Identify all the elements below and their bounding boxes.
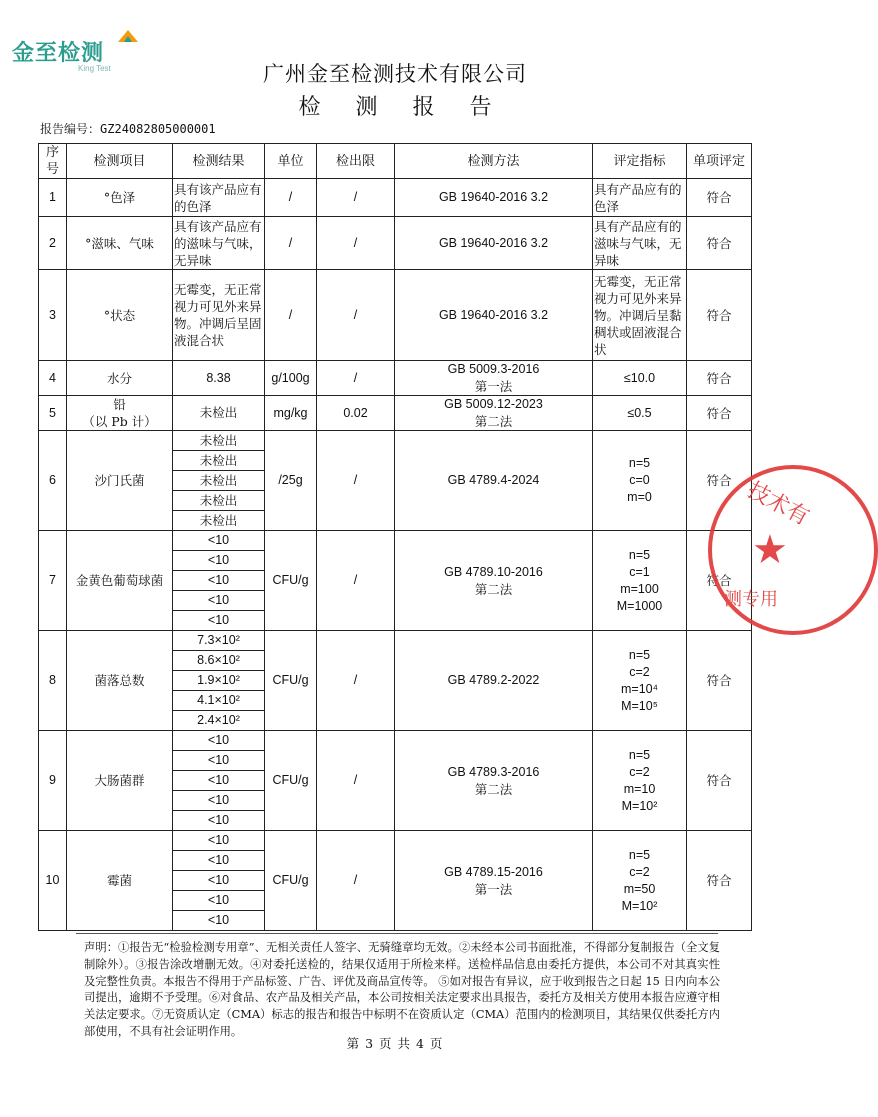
method-standard: GB 4789.2-2022 xyxy=(447,673,540,687)
evaluation-criterion: 具有产品应有的色泽 xyxy=(593,179,687,217)
test-method xyxy=(395,396,593,431)
unit: /25g xyxy=(265,431,317,531)
test-result: 未检出 xyxy=(173,491,265,511)
cell-line: n=5 xyxy=(628,647,651,662)
test-result: 未检出 xyxy=(173,431,265,451)
report-title: 检 测 报 告 xyxy=(298,95,506,120)
method-standard: GB 19640-2016 3.2 xyxy=(438,235,549,250)
table-row xyxy=(39,396,752,431)
seal-text-bottom: 测专用 xyxy=(724,589,778,610)
header-row xyxy=(39,144,752,179)
method-variant: 第一法 xyxy=(474,379,513,394)
method-standard: GB 19640-2016 3.2 xyxy=(438,190,549,204)
cell-line: m=50 xyxy=(623,881,656,896)
table-row xyxy=(39,731,752,751)
test-result: <10 xyxy=(173,791,265,811)
test-result: <10 xyxy=(173,851,265,871)
table-row xyxy=(39,270,752,361)
verdict: 符合 xyxy=(687,270,752,361)
verdict: 符合 xyxy=(687,361,752,396)
row-number: 7 xyxy=(39,531,67,631)
method-standard: GB 4789.3-2016 xyxy=(447,764,540,779)
detection-limit: / xyxy=(317,431,395,531)
header-cell: 评定指标 xyxy=(593,144,687,179)
method-standard: GB 19640-2016 3.2 xyxy=(438,307,549,322)
test-result: <10 xyxy=(173,731,265,751)
test-result: <10 xyxy=(173,551,265,571)
row-number: 8 xyxy=(39,631,67,731)
cell-line: c=0 xyxy=(629,473,650,487)
test-method xyxy=(395,831,593,931)
test-item: 霉菌 xyxy=(67,831,173,931)
test-method xyxy=(395,217,593,270)
test-result: 2.4×10² xyxy=(173,711,265,731)
row-number: 9 xyxy=(39,731,67,831)
test-item-name: 铅 xyxy=(113,397,126,412)
report-number-value: GZ24082805000001 xyxy=(100,122,216,136)
test-item xyxy=(67,217,173,270)
unit: CFU/g xyxy=(265,531,317,631)
verdict: 符合 xyxy=(687,731,752,831)
test-result: <10 xyxy=(173,871,265,891)
cell-line: M=10² xyxy=(621,798,658,813)
test-method xyxy=(395,731,593,831)
cell-line: M=10⁵ xyxy=(621,698,658,713)
cell-line: n=5 xyxy=(628,747,651,762)
cell-line: c=2 xyxy=(629,664,650,679)
cell-line: n=5 xyxy=(628,456,651,470)
disclaimer-notice: 声明：①报告无“检验检测专用章”、无相关责任人签字、无骑缝章均无效。②未经本公司书面批准，不得部分复制报告（全文复制除外）。③报告涂改增删无效。④对委托送检的，结果仅适用于所检来样。送检样品信息由委托方提供，本公司不对其真实性及完整性负责。本报告不得用于产品标签、广告、评优及商品宣传等。 ⑤如对报告有异议，应于收到报告之日起 15 日内向本公司提出，逾期不予受理。⑥对食品、农产品及相关产品，本公司按相关法定要求出具报告，委托方及相关方使用本报告应遵守相关法定要求。⑦无资质认定（CMA）标志的报告和报告中标明不在资质认定（CMA）范围内的检测项目，其结果仅供委托方内部使用，不具有社会证明作用。 xyxy=(84,941,720,1038)
test-result: 具有该产品应有的滋味与气味，无异味 xyxy=(173,217,265,270)
test-result: 7.3×10² xyxy=(173,631,265,651)
verdict: 符合 xyxy=(687,831,752,931)
report-number-label: 报告编号： xyxy=(40,122,101,136)
method-standard: GB 5009.12-2023 xyxy=(444,397,543,411)
unit: g/100g xyxy=(265,361,317,396)
results-table xyxy=(38,143,752,931)
detection-limit: / xyxy=(317,531,395,631)
test-result: 具有该产品应有的色泽 xyxy=(173,179,265,217)
verdict: 符合 xyxy=(687,179,752,217)
header-cell: 检出限 xyxy=(317,144,395,179)
header-cell: 检测项目 xyxy=(67,144,173,179)
cell-line: m=10 xyxy=(623,781,656,796)
test-result: 8.6×10² xyxy=(173,651,265,671)
cell-line: c=2 xyxy=(629,864,650,879)
test-result: 未检出 xyxy=(173,471,265,491)
seal-text-top: 技术有 xyxy=(743,477,814,531)
evaluation-criterion xyxy=(593,431,687,531)
cell-line: m=100 xyxy=(620,581,659,596)
test-result: <10 xyxy=(173,811,265,831)
evaluation-criterion: 无霉变，无正常视力可见外来异物。冲调后呈黏稠状或固液混合状 xyxy=(593,270,687,361)
test-method xyxy=(395,631,593,731)
test-item-name: °滋味、气味 xyxy=(85,235,154,251)
divider xyxy=(76,933,718,934)
test-method xyxy=(395,531,593,631)
test-result: 未检出 xyxy=(173,451,265,471)
official-seal xyxy=(708,465,878,635)
table-row xyxy=(39,179,752,217)
table-row xyxy=(39,531,752,551)
unit: mg/kg xyxy=(265,396,317,431)
evaluation-criterion xyxy=(593,631,687,731)
cell-line: M=1000 xyxy=(616,598,663,613)
table-row xyxy=(39,631,752,651)
header-cell: 检测结果 xyxy=(173,144,265,179)
cell-line: M=10² xyxy=(621,898,658,913)
method-variant: 第二法 xyxy=(474,781,513,797)
header-cell: 单项评定 xyxy=(687,144,752,179)
test-result: <10 xyxy=(173,831,265,851)
test-result: 8.38 xyxy=(173,361,265,396)
test-result: <10 xyxy=(173,911,265,931)
evaluation-criterion xyxy=(593,831,687,931)
verdict: 符合 xyxy=(687,531,752,631)
test-item xyxy=(67,270,173,361)
unit: / xyxy=(265,270,317,361)
detection-limit: / xyxy=(317,631,395,731)
logo-mark-icon xyxy=(116,28,140,50)
detection-limit: / xyxy=(317,361,395,396)
test-result: <10 xyxy=(173,611,265,631)
detection-limit: / xyxy=(317,270,395,361)
test-result: 未检出 xyxy=(173,511,265,531)
cell-line: n=5 xyxy=(628,547,651,562)
cell-line: c=2 xyxy=(629,764,650,779)
row-number: 3 xyxy=(39,270,67,361)
test-result: 无霉变，无正常视力可见外来异物。冲调后呈固液混合状 xyxy=(173,270,265,361)
verdict: 符合 xyxy=(687,431,752,531)
cell-line: m=10⁴ xyxy=(621,681,658,696)
evaluation-criterion: ≤10.0 xyxy=(593,361,687,396)
test-result: 4.1×10² xyxy=(173,691,265,711)
cell-line: m=0 xyxy=(627,490,652,504)
test-method xyxy=(395,431,593,531)
test-result: <10 xyxy=(173,591,265,611)
evaluation-criterion: 具有产品应有的滋味与气味，无异味 xyxy=(593,217,687,270)
logo-text: 金至检测 xyxy=(12,41,105,66)
row-number: 2 xyxy=(39,217,67,270)
cell-line: c=1 xyxy=(629,564,650,579)
test-item-name: °色泽 xyxy=(103,190,136,205)
detection-limit: / xyxy=(317,831,395,931)
test-result: <10 xyxy=(173,891,265,911)
test-method xyxy=(395,361,593,396)
evaluation-criterion xyxy=(593,531,687,631)
unit: / xyxy=(265,217,317,270)
test-item: 菌落总数 xyxy=(67,631,173,731)
unit: CFU/g xyxy=(265,831,317,931)
report-number xyxy=(40,120,216,137)
header-cell: 单位 xyxy=(265,144,317,179)
row-number: 5 xyxy=(39,396,67,431)
test-result: 未检出 xyxy=(173,396,265,431)
test-item: 金黄色葡萄球菌 xyxy=(67,531,173,631)
logo-subtext: King Test xyxy=(78,64,111,73)
cell-line: n=5 xyxy=(628,847,651,862)
evaluation-criterion: ≤0.5 xyxy=(593,396,687,431)
table-row xyxy=(39,361,752,396)
method-variant: 第一法 xyxy=(474,881,513,897)
method-variant: 第二法 xyxy=(474,414,513,429)
unit: CFU/g xyxy=(265,631,317,731)
unit: CFU/g xyxy=(265,731,317,831)
test-result: 1.9×10² xyxy=(173,671,265,691)
test-method xyxy=(395,179,593,217)
method-standard: GB 4789.15-2016 xyxy=(444,864,543,879)
detection-limit: / xyxy=(317,179,395,217)
header-cell: 检测方法 xyxy=(395,144,593,179)
evaluation-criterion xyxy=(593,731,687,831)
seal-star-icon: ★ xyxy=(752,527,788,573)
verdict: 符合 xyxy=(687,631,752,731)
company-name: 广州金至检测技术有限公司 xyxy=(263,62,527,86)
method-standard: GB 5009.3-2016 xyxy=(447,362,540,376)
method-variant: 第二法 xyxy=(474,581,513,597)
table-row xyxy=(39,217,752,270)
test-item xyxy=(67,361,173,396)
test-item: 大肠菌群 xyxy=(67,731,173,831)
detection-limit: 0.02 xyxy=(317,396,395,431)
test-result: <10 xyxy=(173,771,265,791)
verdict: 符合 xyxy=(687,396,752,431)
test-result: <10 xyxy=(173,571,265,591)
row-number: 6 xyxy=(39,431,67,531)
detection-limit: / xyxy=(317,217,395,270)
page-number: 第 3 页 共 4 页 xyxy=(346,1036,444,1051)
row-number: 4 xyxy=(39,361,67,396)
table-row xyxy=(39,431,752,451)
row-number: 1 xyxy=(39,179,67,217)
test-item-name: 水分 xyxy=(106,370,132,386)
row-number: 10 xyxy=(39,831,67,931)
header-cell: 序号 xyxy=(39,144,67,179)
unit: / xyxy=(265,179,317,217)
method-standard: GB 4789.10-2016 xyxy=(444,564,543,579)
test-item-name: °状态 xyxy=(103,307,136,323)
test-item xyxy=(67,396,173,431)
test-result: <10 xyxy=(173,751,265,771)
verdict: 符合 xyxy=(687,217,752,270)
test-method xyxy=(395,270,593,361)
test-result: <10 xyxy=(173,531,265,551)
method-standard: GB 4789.4-2024 xyxy=(447,473,540,487)
test-item-note: （以 Pb 计） xyxy=(82,414,157,429)
detection-limit: / xyxy=(317,731,395,831)
table-row xyxy=(39,831,752,851)
test-item xyxy=(67,179,173,217)
test-item: 沙门氏菌 xyxy=(67,431,173,531)
